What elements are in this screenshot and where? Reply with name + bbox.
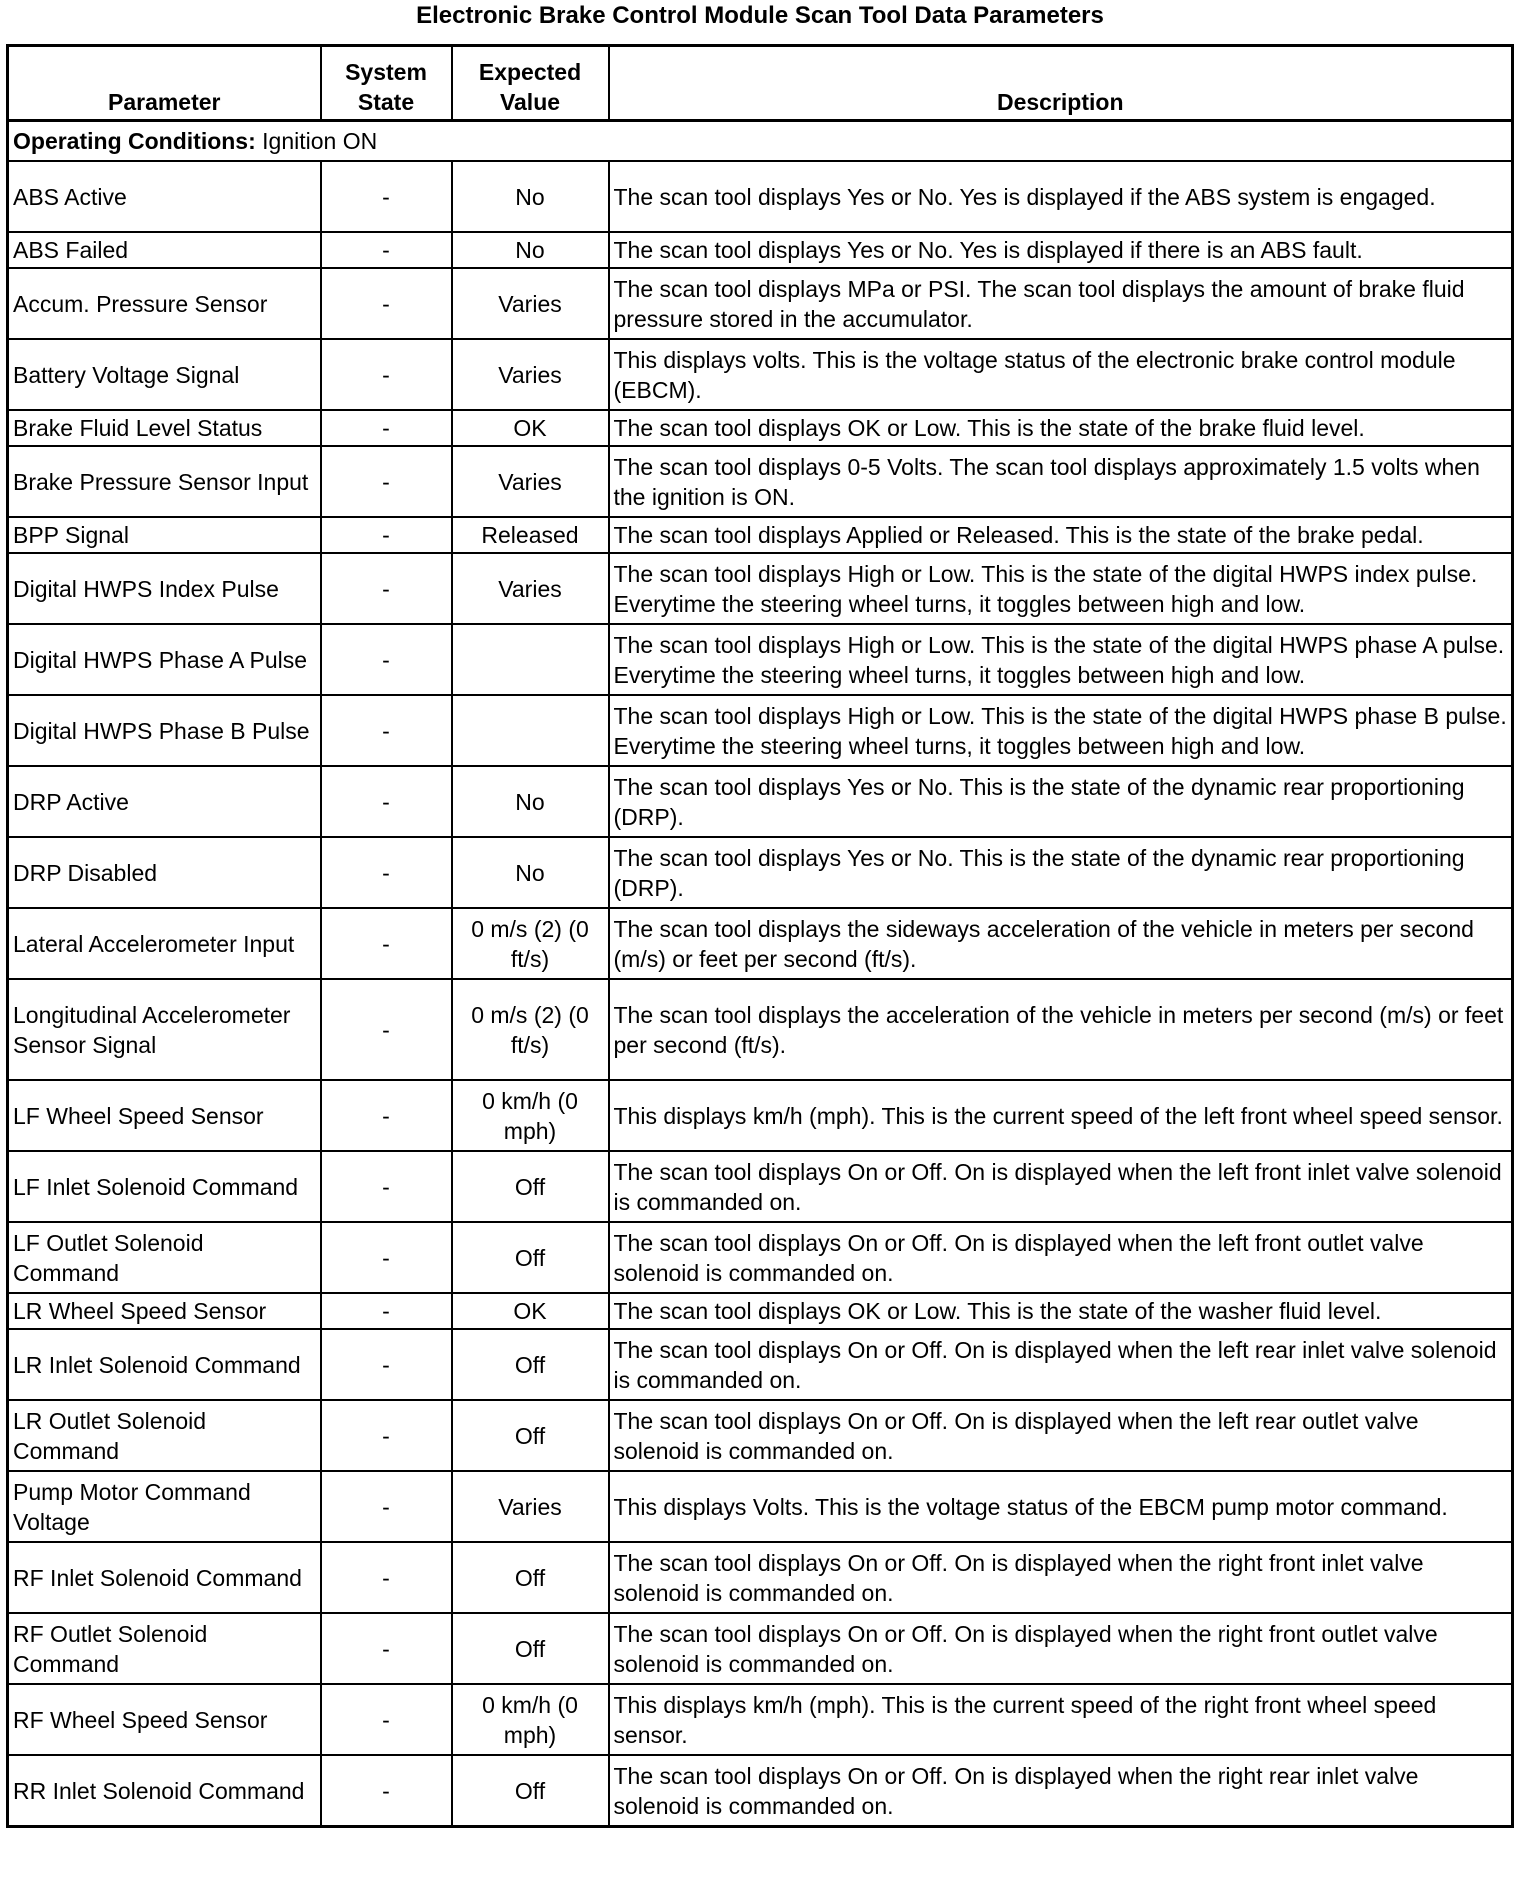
parameter-cell: BPP Signal xyxy=(8,517,321,553)
expected-value-cell: Off xyxy=(452,1542,609,1613)
system-state-cell: - xyxy=(321,1151,452,1222)
parameter-cell: LF Wheel Speed Sensor xyxy=(8,1080,321,1151)
operating-conditions-label: Operating Conditions: xyxy=(13,128,256,154)
operating-conditions-value: Ignition ON xyxy=(262,128,378,154)
expected-value-cell: Varies xyxy=(452,446,609,517)
table-row xyxy=(8,1293,1513,1329)
table-row xyxy=(8,446,1513,517)
parameter-cell: RF Outlet Solenoid Command xyxy=(8,1613,321,1684)
table-row xyxy=(8,1684,1513,1755)
parameter-cell: DRP Active xyxy=(8,766,321,837)
description-cell: The scan tool displays On or Off. On is displayed when the left rear outlet valve solenoid is commanded on. xyxy=(609,1400,1513,1471)
parameter-cell: Accum. Pressure Sensor xyxy=(8,268,321,339)
expected-value-cell: 0 m/s (2) (0 ft/s) xyxy=(452,908,609,979)
description-cell: The scan tool displays Yes or No. Yes is displayed if there is an ABS fault. xyxy=(609,232,1513,268)
parameter-cell: RF Wheel Speed Sensor xyxy=(8,1684,321,1755)
system-state-cell: - xyxy=(321,1471,452,1542)
table-row xyxy=(8,766,1513,837)
parameter-cell: Longitudinal Accelerometer Sensor Signal xyxy=(8,979,321,1080)
expected-value-cell: 0 km/h (0 mph) xyxy=(452,1080,609,1151)
table-row xyxy=(8,1329,1513,1400)
system-state-cell: - xyxy=(321,1542,452,1613)
parameter-cell: DRP Disabled xyxy=(8,837,321,908)
system-state-cell: - xyxy=(321,979,452,1080)
document-title: Electronic Brake Control Module Scan Tool Data Parameters xyxy=(416,2,1104,29)
system-state-cell: - xyxy=(321,1080,452,1151)
expected-value-cell: Off xyxy=(452,1400,609,1471)
description-cell: The scan tool displays On or Off. On is displayed when the left rear inlet valve solenoid is commanded on. xyxy=(609,1329,1513,1400)
expected-value-cell: Off xyxy=(452,1613,609,1684)
description-cell: The scan tool displays Yes or No. This is the state of the dynamic rear proportioning (DRP). xyxy=(609,837,1513,908)
table-body xyxy=(8,121,1513,1827)
operating-conditions-cell xyxy=(8,121,1513,162)
table-row xyxy=(8,339,1513,410)
system-state-cell: - xyxy=(321,908,452,979)
description-cell: The scan tool displays High or Low. This is the state of the digital HWPS index pulse. Everytime the steering wheel turns, it toggles between high and low. xyxy=(609,553,1513,624)
parameter-cell: Brake Fluid Level Status xyxy=(8,410,321,446)
column-header-parameter: Parameter xyxy=(8,46,321,121)
table-row xyxy=(8,695,1513,766)
column-header-system-state: System State xyxy=(321,46,452,121)
table-row xyxy=(8,517,1513,553)
expected-value-cell xyxy=(452,624,609,695)
description-cell: This displays volts. This is the voltage status of the electronic brake control module (EBCM). xyxy=(609,339,1513,410)
description-cell: The scan tool displays Yes or No. This is the state of the dynamic rear proportioning (DRP). xyxy=(609,766,1513,837)
parameter-cell: ABS Failed xyxy=(8,232,321,268)
parameter-cell: LR Inlet Solenoid Command xyxy=(8,1329,321,1400)
table-row xyxy=(8,1755,1513,1827)
expected-value-cell: Varies xyxy=(452,553,609,624)
table-header-row xyxy=(8,46,1513,121)
table-row xyxy=(8,232,1513,268)
table-row xyxy=(8,1613,1513,1684)
operating-conditions-row xyxy=(8,121,1513,162)
parameter-cell: ABS Active xyxy=(8,161,321,232)
description-cell: The scan tool displays 0-5 Volts. The scan tool displays approximately 1.5 volts when the ignition is ON. xyxy=(609,446,1513,517)
parameter-cell: LF Inlet Solenoid Command xyxy=(8,1151,321,1222)
parameter-cell: LR Wheel Speed Sensor xyxy=(8,1293,321,1329)
system-state-cell: - xyxy=(321,1613,452,1684)
description-cell: The scan tool displays On or Off. On is displayed when the left front inlet valve solenoid is commanded on. xyxy=(609,1151,1513,1222)
table-row xyxy=(8,837,1513,908)
table-row xyxy=(8,624,1513,695)
parameter-cell: Digital HWPS Index Pulse xyxy=(8,553,321,624)
description-cell: The scan tool displays High or Low. This is the state of the digital HWPS phase B pulse. Everytime the steering wheel turns, it toggles between high and low. xyxy=(609,695,1513,766)
system-state-cell: - xyxy=(321,553,452,624)
expected-value-cell: No xyxy=(452,766,609,837)
expected-value-cell: No xyxy=(452,161,609,232)
parameter-cell: LF Outlet Solenoid Command xyxy=(8,1222,321,1293)
description-cell: The scan tool displays On or Off. On is displayed when the right front inlet valve solenoid is commanded on. xyxy=(609,1542,1513,1613)
system-state-cell: - xyxy=(321,766,452,837)
expected-value-cell: Off xyxy=(452,1329,609,1400)
table-row xyxy=(8,979,1513,1080)
parameter-cell: RR Inlet Solenoid Command xyxy=(8,1755,321,1827)
description-cell: The scan tool displays OK or Low. This is the state of the brake fluid level. xyxy=(609,410,1513,446)
system-state-cell: - xyxy=(321,410,452,446)
description-cell: The scan tool displays MPa or PSI. The scan tool displays the amount of brake fluid pressure stored in the accumulator. xyxy=(609,268,1513,339)
description-cell: The scan tool displays Applied or Released. This is the state of the brake pedal. xyxy=(609,517,1513,553)
description-cell: The scan tool displays On or Off. On is displayed when the right rear inlet valve solenoid is commanded on. xyxy=(609,1755,1513,1827)
table-row xyxy=(8,1080,1513,1151)
system-state-cell: - xyxy=(321,161,452,232)
expected-value-cell: No xyxy=(452,232,609,268)
system-state-cell: - xyxy=(321,837,452,908)
system-state-cell: - xyxy=(321,268,452,339)
expected-value-cell: Released xyxy=(452,517,609,553)
description-cell: This displays km/h (mph). This is the current speed of the right front wheel speed sensor. xyxy=(609,1684,1513,1755)
column-header-description: Description xyxy=(609,46,1513,121)
description-cell: This displays km/h (mph). This is the current speed of the left front wheel speed sensor. xyxy=(609,1080,1513,1151)
description-cell: The scan tool displays OK or Low. This is the state of the washer fluid level. xyxy=(609,1293,1513,1329)
table-row xyxy=(8,268,1513,339)
system-state-cell: - xyxy=(321,1755,452,1827)
parameter-cell: Pump Motor Command Voltage xyxy=(8,1471,321,1542)
description-cell: The scan tool displays the acceleration of the vehicle in meters per second (m/s) or feet per second (ft/s). xyxy=(609,979,1513,1080)
expected-value-cell: Off xyxy=(452,1222,609,1293)
expected-value-cell: Off xyxy=(452,1151,609,1222)
column-header-expected-value: Expected Value xyxy=(452,46,609,121)
expected-value-cell: Varies xyxy=(452,1471,609,1542)
expected-value-cell: 0 km/h (0 mph) xyxy=(452,1684,609,1755)
description-cell: The scan tool displays On or Off. On is displayed when the right front outlet valve solenoid is commanded on. xyxy=(609,1613,1513,1684)
description-cell: The scan tool displays High or Low. This is the state of the digital HWPS phase A pulse. Everytime the steering wheel turns, it toggles between high and low. xyxy=(609,624,1513,695)
system-state-cell: - xyxy=(321,1684,452,1755)
parameter-cell: RF Inlet Solenoid Command xyxy=(8,1542,321,1613)
system-state-cell: - xyxy=(321,1293,452,1329)
expected-value-cell: No xyxy=(452,837,609,908)
table-row xyxy=(8,1151,1513,1222)
table-row xyxy=(8,908,1513,979)
system-state-cell: - xyxy=(321,517,452,553)
description-cell: The scan tool displays Yes or No. Yes is displayed if the ABS system is engaged. xyxy=(609,161,1513,232)
parameter-cell: Brake Pressure Sensor Input xyxy=(8,446,321,517)
expected-value-cell: OK xyxy=(452,410,609,446)
parameter-cell: Digital HWPS Phase B Pulse xyxy=(8,695,321,766)
table-row xyxy=(8,553,1513,624)
system-state-cell: - xyxy=(321,624,452,695)
table-row xyxy=(8,1471,1513,1542)
scan-tool-parameters-table xyxy=(6,44,1514,1828)
system-state-cell: - xyxy=(321,1329,452,1400)
expected-value-cell: Off xyxy=(452,1755,609,1827)
system-state-cell: - xyxy=(321,232,452,268)
parameter-cell: LR Outlet Solenoid Command xyxy=(8,1400,321,1471)
parameter-cell: Digital HWPS Phase A Pulse xyxy=(8,624,321,695)
table-row xyxy=(8,161,1513,232)
expected-value-cell: OK xyxy=(452,1293,609,1329)
table-row xyxy=(8,1400,1513,1471)
expected-value-cell: Varies xyxy=(452,339,609,410)
expected-value-cell: 0 m/s (2) (0 ft/s) xyxy=(452,979,609,1080)
system-state-cell: - xyxy=(321,695,452,766)
table-row xyxy=(8,410,1513,446)
parameter-cell: Battery Voltage Signal xyxy=(8,339,321,410)
table-row xyxy=(8,1222,1513,1293)
system-state-cell: - xyxy=(321,446,452,517)
system-state-cell: - xyxy=(321,339,452,410)
description-cell: This displays Volts. This is the voltage status of the EBCM pump motor command. xyxy=(609,1471,1513,1542)
description-cell: The scan tool displays On or Off. On is displayed when the left front outlet valve solenoid is commanded on. xyxy=(609,1222,1513,1293)
system-state-cell: - xyxy=(321,1222,452,1293)
table-row xyxy=(8,1542,1513,1613)
system-state-cell: - xyxy=(321,1400,452,1471)
description-cell: The scan tool displays the sideways acceleration of the vehicle in meters per second (m/s) or feet per second (ft/s). xyxy=(609,908,1513,979)
expected-value-cell: Varies xyxy=(452,268,609,339)
expected-value-cell xyxy=(452,695,609,766)
parameter-cell: Lateral Accelerometer Input xyxy=(8,908,321,979)
